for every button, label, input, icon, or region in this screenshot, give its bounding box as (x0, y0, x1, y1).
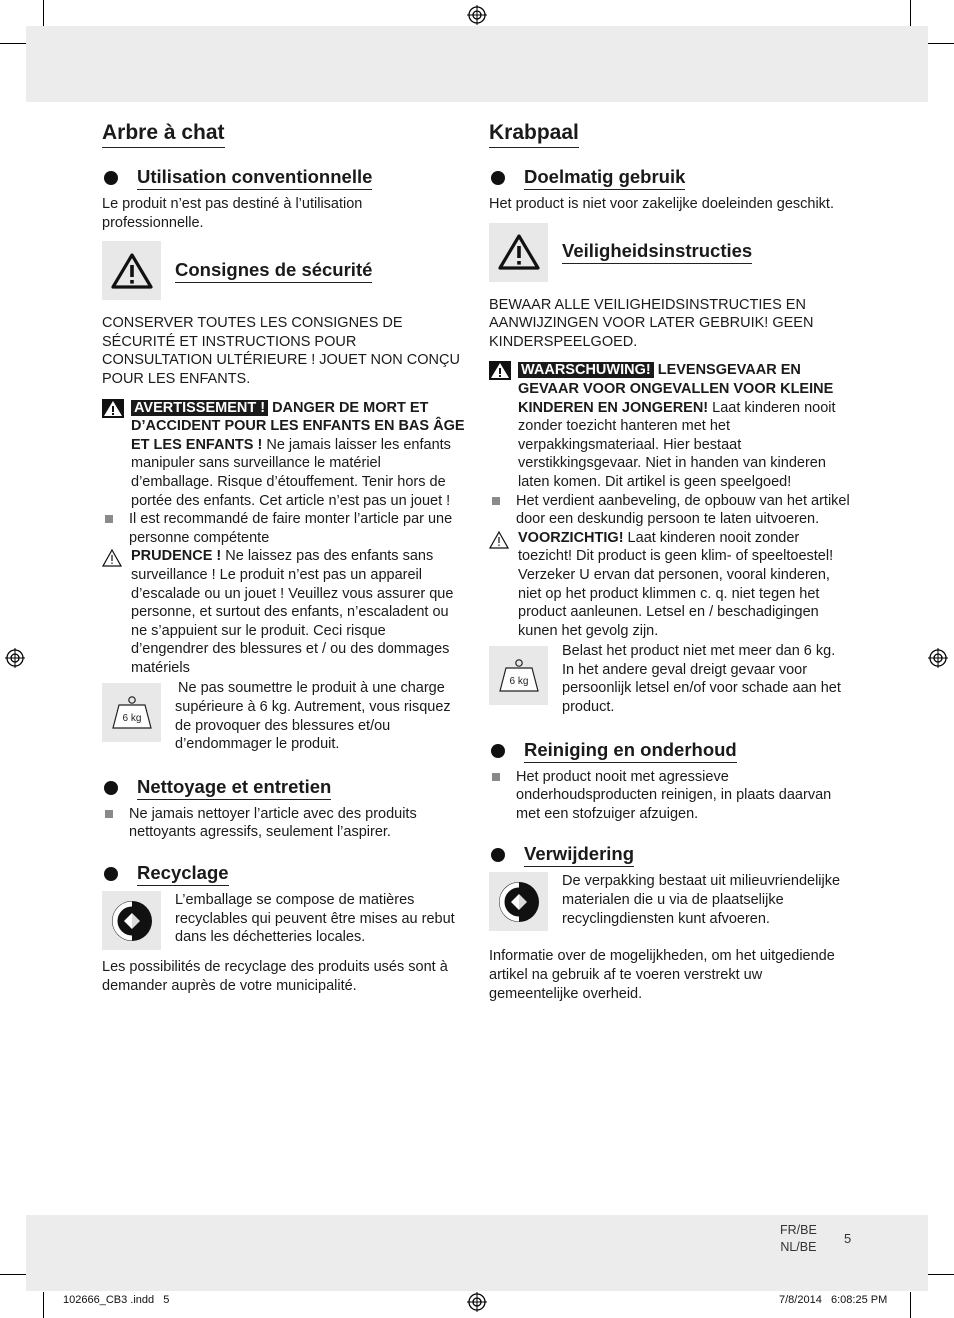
warning-text: Ne jamais laisser les enfants manipuler sans surveillance le matériel d’emballage. Risque d’étouffement. Tenir hors de portée des enfants. Cet article n’est pas un jouet ! (131, 436, 451, 509)
recycle-info: Informatie over de mogelijkheden, om het uitgediende artikel na gebruik af te voeren verstrekt uw gemeentelijke overheid. (489, 948, 835, 1002)
crop-mark (928, 43, 954, 44)
section-title: Reiniging en onderhoud (524, 739, 737, 763)
bullet-icon (491, 744, 505, 758)
warning-small-icon (489, 361, 511, 380)
weight-label: 6 kg (509, 675, 528, 687)
square-bullet-icon (105, 810, 113, 818)
crop-mark (910, 0, 911, 26)
file-slug: 102666_CB3 .indd 5 (63, 1294, 170, 1306)
print-date: 7/8/2014 6:08:25 PM (779, 1294, 888, 1306)
list-item: Het verdient aanbeveling, de opbouw van het artikel door een deskundig persoon te laten uitvoeren. (489, 492, 851, 529)
warning-tag: AVERTISSEMENT ! (131, 400, 268, 416)
safety-header-nl (489, 223, 851, 282)
bullet-icon (491, 171, 505, 185)
safety-caps-text: CONSERVER TOUTES LES CONSIGNES DE SÉCURITÉ ET INSTRUCTIONS POUR CONSULTATION ULTÉRIEURE ! JOUET NON CONÇU POUR LES ENFANTS. (102, 315, 460, 387)
dutch-column (489, 120, 851, 1003)
use-text: Le produit n’est pas destiné à l’utilisation professionnelle. (102, 196, 363, 231)
lang-nl: NL/BE (780, 1240, 817, 1254)
crop-mark (910, 1292, 911, 1318)
square-bullet-icon (492, 497, 500, 505)
caution-outline-icon (102, 549, 122, 567)
warning-text: Laat kinderen nooit zonder toezicht hanteren met het verpakkingsmateriaal. Hier bestaat verstikkingsgevaar. Niet in handen van kinderen laten komen. Dit artikel is geen speelgoed! (518, 399, 836, 490)
square-bullet-icon (105, 515, 113, 523)
weight-icon (102, 683, 161, 742)
warning-block-fr (102, 399, 466, 511)
warning-bold: LEVENSGEVAAR EN GEVAAR VOOR ONGEVALLEN VOOR KLEINE KINDEREN EN JONGEREN! (518, 362, 834, 416)
warning-tag: WAARSCHUWING! (518, 362, 654, 378)
section-recycle-nl (489, 843, 851, 867)
crop-mark (928, 1274, 954, 1275)
caution-text: Ne laissez pas des enfants sans surveillance ! Le produit n’est pas un appareil d’escalade ou un jouet ! Veuillez vous assurer que personne, et surtout des enfants, n’escaladent ou ne s’appuient sur le produit. Ceci risque d’engendrer des blessures et / ou des dommages matériels (131, 548, 454, 676)
max-load-block-fr (102, 679, 466, 753)
crop-mark (0, 1274, 26, 1275)
max-load-text: Belast het product niet met meer dan 6 kg. In het andere geval dreigt gevaar voor persoonlijk letsel en/of voor schade aan het product. (562, 643, 841, 716)
section-title: Nettoyage et entretien (137, 776, 331, 800)
crop-mark (0, 43, 26, 44)
square-bullet-icon (492, 773, 500, 781)
bullet-icon (104, 867, 118, 881)
section-use-fr (102, 166, 466, 190)
lang-fr: FR/BE (780, 1223, 817, 1237)
section-use-nl (489, 166, 851, 190)
caution-bold: PRUDENCE ! (131, 548, 222, 565)
section-title: Verwijdering (524, 843, 634, 867)
caution-bold: VOORZICHTIG! (518, 529, 624, 546)
registration-mark-icon (467, 5, 487, 25)
section-title: Veiligheidsinstructies (562, 240, 752, 264)
warning-bold: DANGER DE MORT ET D’ACCIDENT POUR LES ENFANTS EN BAS ÂGE ET LES ENFANTS ! (131, 399, 465, 453)
bullet-icon (104, 781, 118, 795)
caution-text: Laat kinderen nooit zonder toezicht! Dit product is geen klim- of speeltoestel! Verzeker U ervan dat personen, vooral kinderen, niet op het product klimmen c. q. niet tegen het product aanleunen. Letsel en / beschadigingen kunen het gevolg zijn. (518, 529, 834, 639)
caution-block-fr (102, 547, 466, 677)
recycle-text: L’emballage se compose de matières recyclables qui peuvent être mises au rebut dans les déchetteries locales. (175, 892, 455, 946)
crop-mark (43, 1292, 44, 1318)
safety-caps-text: BEWAAR ALLE VEILIGHEIDSINSTRUCTIES EN AANWIJZINGEN VOOR LATER GEBRUIK! GEEN KINDERSPEELGOED. (489, 296, 814, 350)
list-item: Het product nooit met agressieve onderhoudsproducten reinigen, in plaats daarvan met een stofzuiger afzuigen. (489, 768, 851, 824)
section-recycle-fr (102, 862, 466, 886)
recycle-info: Les possibilités de recyclage des produits usés sont à demander auprès de votre municipalité. (102, 959, 448, 994)
bullet-icon (104, 171, 118, 185)
weight-label: 6 kg (122, 712, 141, 724)
bullet-icon (491, 848, 505, 862)
warning-small-icon (102, 399, 124, 418)
use-text: Het product is niet voor zakelijke doeleinden geschikt. (489, 196, 834, 212)
registration-mark-icon (467, 1292, 487, 1312)
section-title: Consignes de sécurité (175, 259, 372, 283)
green-dot-recycle-icon (489, 872, 548, 931)
section-title: Recyclage (137, 862, 229, 886)
section-title: Doelmatig gebruik (524, 166, 685, 190)
registration-mark-icon (928, 648, 948, 668)
french-column (102, 120, 466, 995)
weight-icon (489, 646, 548, 705)
caution-block-nl (489, 529, 851, 641)
list-item: Ne jamais nettoyer l’article avec des produits nettoyants agressifs, seulement l’aspirer. (102, 805, 466, 842)
green-dot-recycle-icon (102, 891, 161, 950)
recycle-block-fr (102, 891, 466, 950)
header-band (26, 26, 928, 102)
recycle-text: De verpakking bestaat uit milieuvriendelijke materialen die u via de plaatselijke recyclingdiensten kunt afvoeren. (562, 873, 841, 927)
registration-mark-icon (5, 648, 25, 668)
max-load-text: Ne pas soumettre le produit à une charge supérieure à 6 kg. Autrement, vous risquez de provoquer des blessures et/ou d’endommager le produit. (175, 680, 451, 753)
max-load-block-nl (489, 642, 851, 716)
crop-mark (43, 0, 44, 26)
recycle-block-nl (489, 872, 851, 931)
page-title-fr: Arbre à chat (102, 120, 225, 148)
section-clean-nl (489, 739, 851, 763)
warning-triangle-icon (489, 223, 548, 282)
section-title: Utilisation conventionnelle (137, 166, 372, 190)
warning-block-nl (489, 361, 851, 491)
section-clean-fr (102, 776, 466, 800)
list-item: Il est recommandé de faire monter l’article par une personne compétente (102, 510, 466, 547)
language-codes (780, 1222, 817, 1256)
page-title-nl: Krabpaal (489, 120, 579, 148)
page-number: 5 (844, 1231, 852, 1246)
warning-triangle-icon (102, 241, 161, 300)
caution-outline-icon (489, 531, 509, 549)
safety-header-fr (102, 241, 466, 300)
